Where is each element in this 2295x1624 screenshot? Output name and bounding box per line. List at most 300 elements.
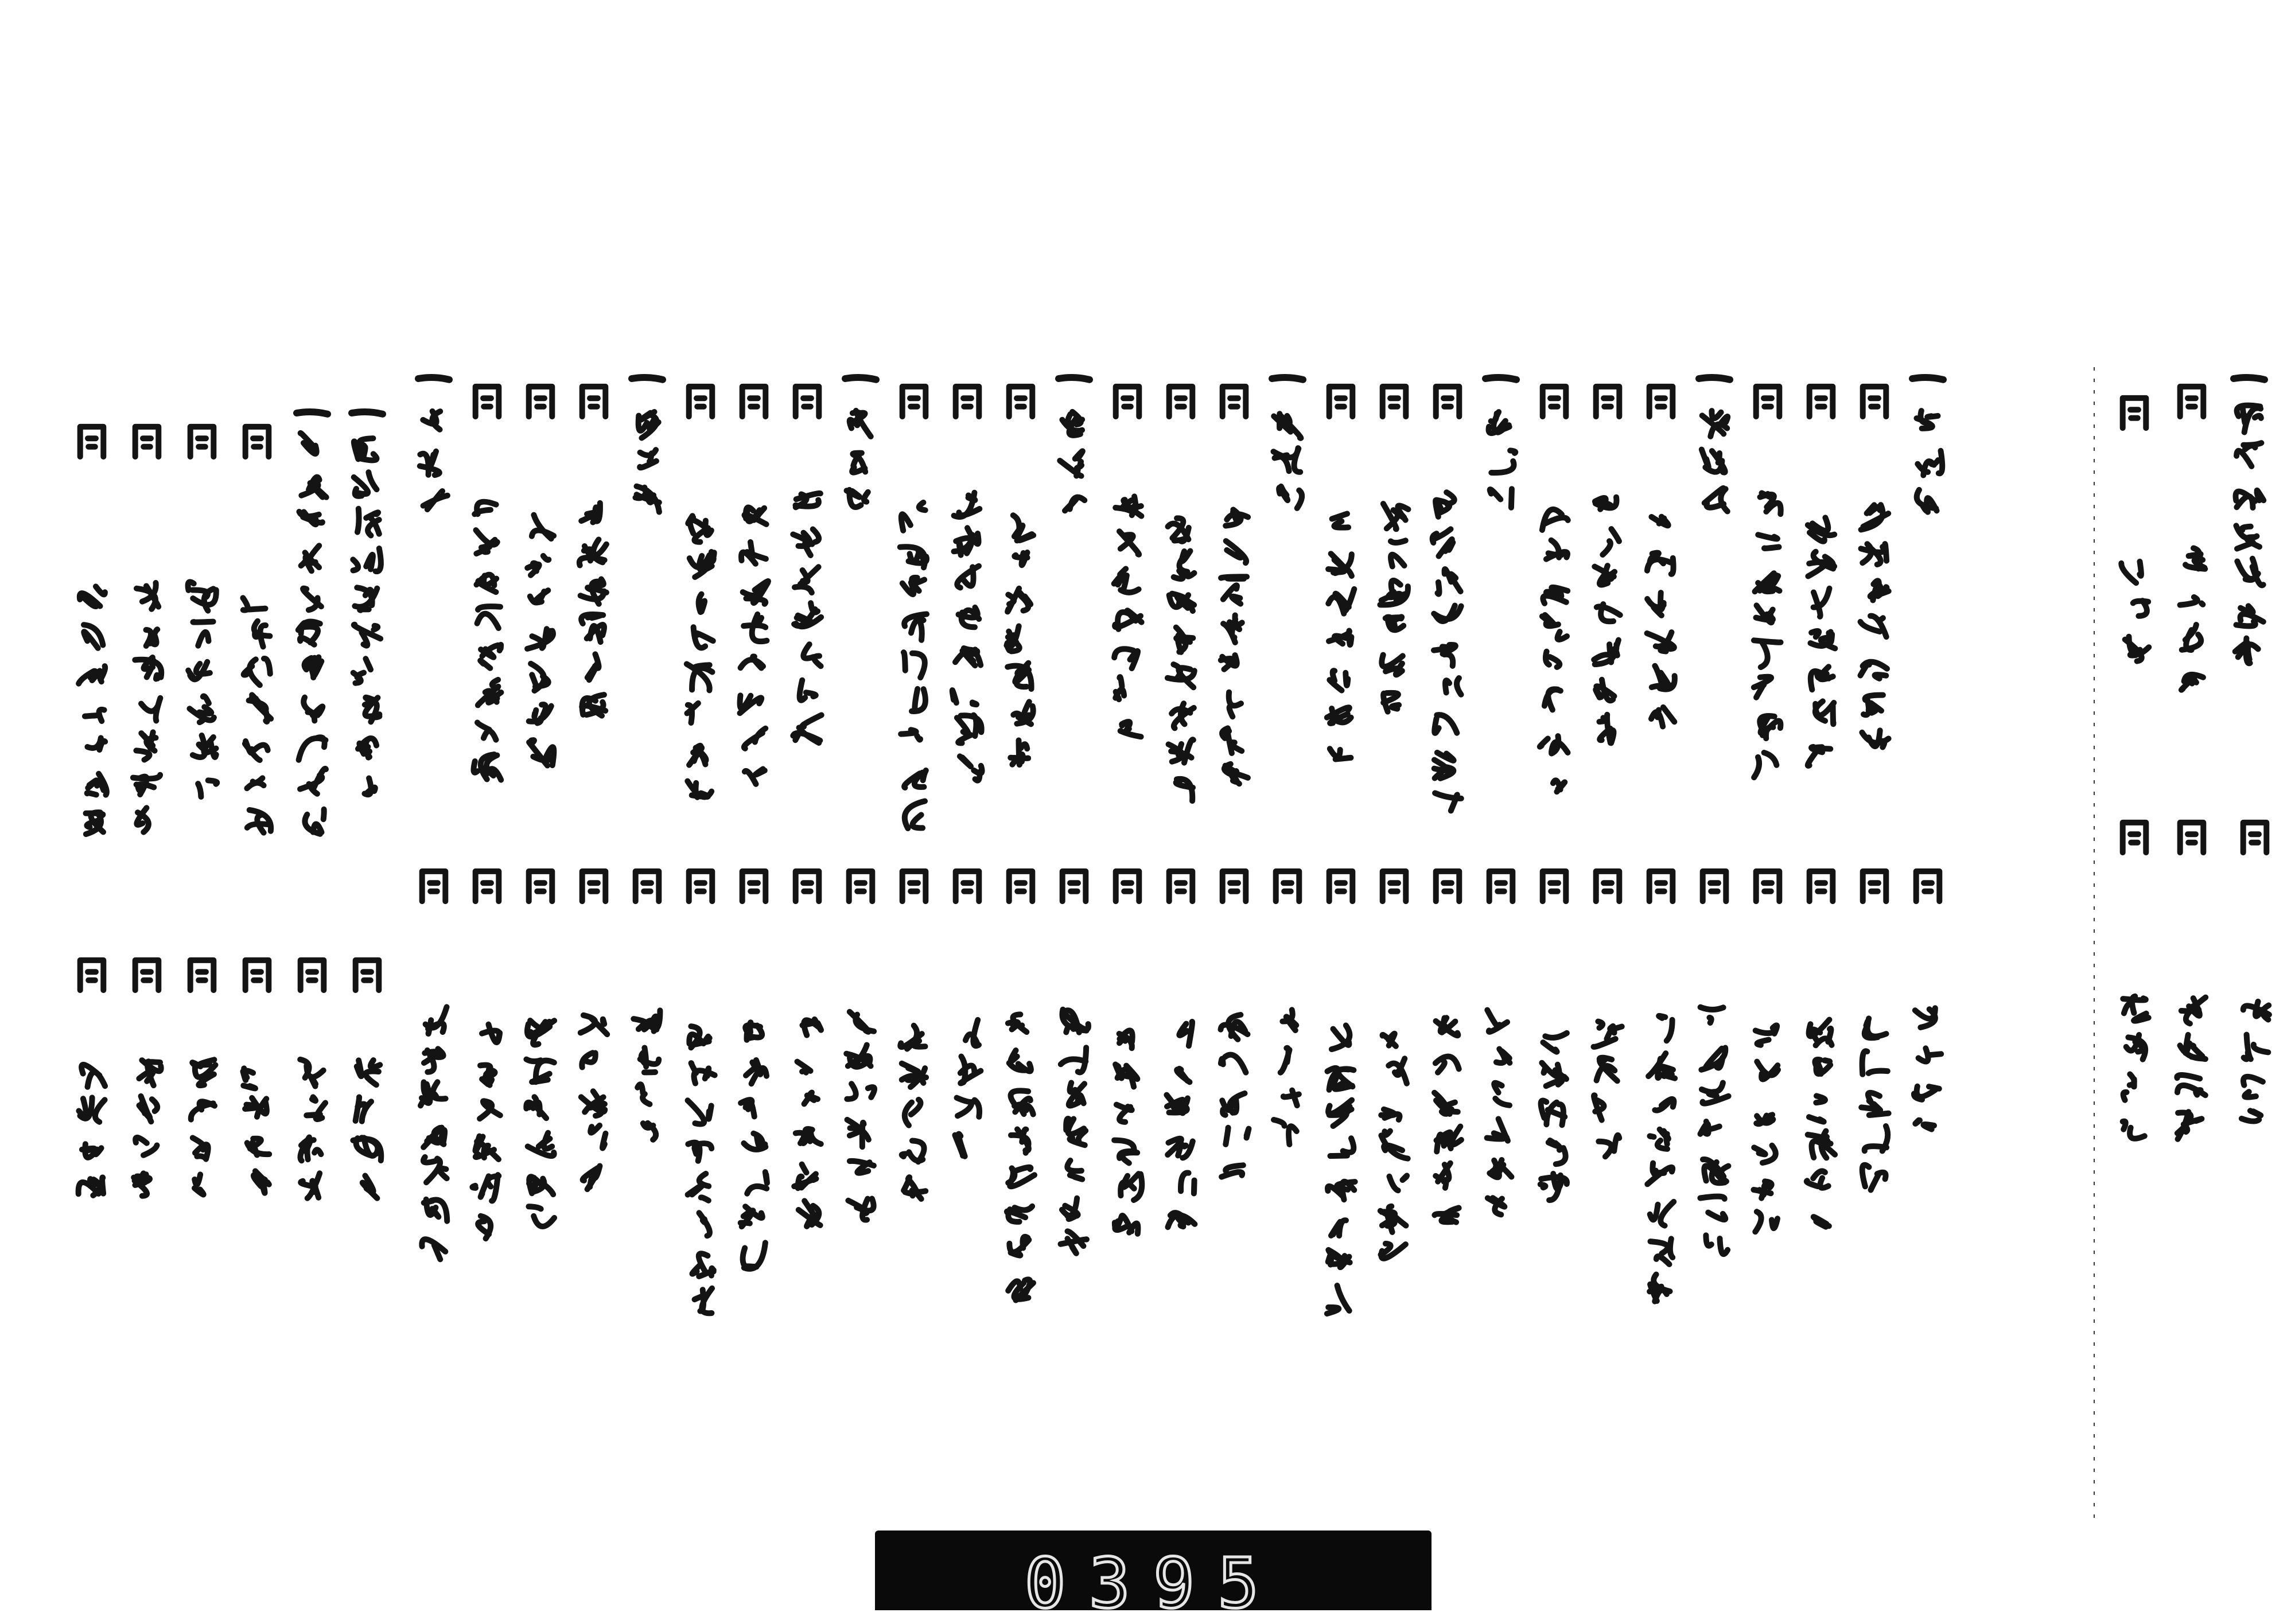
- cursive-glyph: [803, 1019, 821, 1035]
- cursive-glyph: [1229, 692, 1241, 717]
- repeat-mark: [903, 871, 926, 901]
- cursive-glyph: [531, 664, 549, 691]
- cursive-glyph: [1383, 693, 1399, 712]
- cursive-glyph: [904, 770, 926, 788]
- cursive-glyph: [1754, 677, 1771, 698]
- cursive-glyph: [247, 778, 263, 788]
- cursive-glyph: [1383, 504, 1409, 529]
- repeat-mark: [1596, 871, 1620, 901]
- cursive-glyph: [1381, 1131, 1407, 1159]
- cursive-glyph: [695, 1288, 712, 1313]
- cursive-glyph: [1168, 518, 1189, 542]
- cursive-glyph: [2180, 597, 2203, 605]
- cursive-glyph: [741, 1206, 763, 1226]
- cursive-glyph: [1391, 540, 1406, 566]
- cursive-glyph: [740, 695, 762, 713]
- cursive-glyph: [1864, 695, 1883, 715]
- cursive-glyph: [244, 659, 270, 685]
- cursive-glyph: [300, 1060, 324, 1086]
- cursive-glyph: [1543, 587, 1567, 603]
- cursive-glyph: [745, 1022, 762, 1040]
- cursive-glyph: [957, 715, 982, 743]
- cursive-glyph: [1282, 1010, 1296, 1030]
- repeat-mark: [1383, 871, 1406, 901]
- cursive-glyph: [305, 809, 324, 834]
- cursive-glyph: [1917, 411, 1938, 429]
- cursive-glyph: [952, 690, 977, 704]
- cursive-glyph: [526, 1060, 554, 1082]
- cursive-glyph: [689, 746, 706, 765]
- cursive-glyph: [633, 1010, 660, 1031]
- cursive-glyph: [2181, 998, 2205, 1024]
- repeat-mark: [529, 871, 553, 901]
- cursive-glyph: [422, 1239, 445, 1259]
- cursive-glyph: [1861, 505, 1889, 529]
- cursive-glyph: [1434, 715, 1457, 733]
- cursive-glyph: [137, 583, 158, 609]
- cursive-glyph: [1221, 655, 1237, 669]
- cursive-glyph: [86, 812, 104, 834]
- repeat-mark: [246, 427, 269, 457]
- cursive-glyph: [139, 1060, 161, 1085]
- cursive-glyph: [1914, 1086, 1939, 1100]
- repeat-mark: [135, 960, 159, 990]
- cursive-glyph: [1009, 1050, 1031, 1071]
- item-stroke: [632, 377, 663, 380]
- cursive-glyph: [304, 698, 322, 721]
- cursive-glyph: [640, 450, 656, 468]
- cursive-glyph: [303, 589, 321, 610]
- repeat-mark: [1916, 871, 1940, 901]
- cursive-glyph: [1434, 1208, 1458, 1222]
- cursive-glyph: [188, 582, 216, 611]
- item-stroke: [1699, 377, 1730, 380]
- cursive-glyph: [1600, 715, 1614, 743]
- cursive-glyph: [527, 1021, 554, 1045]
- item-stroke: [352, 412, 383, 414]
- cursive-glyph: [354, 472, 377, 496]
- cursive-glyph: [1651, 707, 1674, 727]
- cursive-glyph: [744, 1134, 765, 1150]
- cursive-glyph: [423, 1128, 445, 1147]
- cursive-glyph: [189, 696, 214, 723]
- cursive-glyph: [193, 735, 216, 757]
- cursive-glyph: [1861, 662, 1888, 679]
- cursive-glyph: [1541, 1101, 1565, 1125]
- cursive-glyph: [1489, 1160, 1511, 1177]
- cursive-glyph: [688, 1174, 709, 1201]
- cursive-glyph: [1221, 577, 1247, 603]
- repeat-mark: [356, 960, 379, 990]
- cursive-glyph: [527, 556, 549, 575]
- repeat-mark: [301, 960, 324, 990]
- cursive-glyph: [1010, 741, 1028, 765]
- cursive-glyph: [903, 578, 924, 594]
- cursive-glyph: [1650, 1130, 1668, 1149]
- cursive-glyph: [306, 1097, 325, 1119]
- cursive-glyph: [901, 730, 920, 739]
- cursive-glyph: [1650, 1202, 1674, 1226]
- repeat-mark: [2123, 823, 2146, 852]
- cursive-glyph: [1011, 1130, 1029, 1153]
- item-stroke: [418, 377, 449, 380]
- cursive-glyph: [1174, 551, 1195, 579]
- cursive-glyph: [478, 1216, 491, 1239]
- cursive-glyph: [1862, 1051, 1888, 1074]
- cursive-glyph: [1865, 1018, 1886, 1038]
- cursive-glyph: [529, 1177, 553, 1194]
- repeat-mark: [1489, 871, 1513, 901]
- cursive-glyph: [1542, 615, 1567, 640]
- repeat-mark: [1810, 871, 1833, 901]
- repeat-mark: [796, 871, 819, 901]
- cursive-glyph: [847, 490, 868, 507]
- cursive-glyph: [794, 603, 821, 626]
- cursive-glyph: [741, 656, 763, 668]
- cursive-glyph: [1382, 655, 1403, 675]
- item-stroke: [297, 412, 328, 414]
- cursive-glyph: [365, 778, 375, 795]
- repeat-mark: [1650, 387, 1673, 416]
- repeat-mark: [1009, 871, 1033, 901]
- cursive-glyph: [1177, 1069, 1189, 1082]
- cursive-glyph: [2123, 1121, 2145, 1139]
- cursive-glyph: [1756, 1025, 1777, 1045]
- repeat-mark: [2180, 823, 2204, 852]
- cursive-glyph: [1013, 515, 1033, 540]
- cursive-glyph: [354, 438, 377, 460]
- cursive-glyph: [1434, 645, 1456, 666]
- cursive-glyph: [636, 486, 659, 512]
- cursive-glyph: [1651, 1239, 1673, 1264]
- cursive-glyph: [1647, 1163, 1672, 1185]
- cursive-glyph: [590, 1125, 605, 1148]
- item-stroke: [1059, 377, 1090, 380]
- cursive-glyph: [1702, 411, 1728, 437]
- cursive-glyph: [743, 1243, 765, 1268]
- cursive-glyph: [1008, 589, 1030, 612]
- cursive-glyph: [1814, 1217, 1829, 1226]
- item-stroke: [1912, 377, 1943, 380]
- cursive-glyph: [1807, 1171, 1829, 1187]
- cursive-glyph: [1436, 1163, 1450, 1188]
- cursive-glyph: [1758, 535, 1779, 548]
- cursive-glyph: [1434, 606, 1461, 621]
- cursive-glyph: [1328, 589, 1354, 614]
- cursive-glyph: [1602, 529, 1619, 555]
- cursive-glyph: [1594, 640, 1619, 664]
- cursive-glyph: [1281, 1048, 1290, 1073]
- cursive-glyph: [1114, 649, 1138, 668]
- cursive-glyph: [2236, 443, 2261, 466]
- cursive-glyph: [532, 515, 554, 539]
- cursive-glyph: [87, 774, 107, 795]
- cursive-glyph: [1815, 701, 1834, 724]
- cursive-glyph: [1490, 489, 1512, 507]
- cursive-glyph: [301, 1173, 320, 1198]
- cursive-glyph: [424, 1199, 448, 1221]
- cursive-glyph: [959, 607, 979, 627]
- cursive-glyph: [1115, 496, 1141, 516]
- cursive-glyph: [2125, 637, 2149, 661]
- cursive-glyph: [476, 530, 497, 554]
- cursive-glyph: [687, 703, 698, 723]
- cursive-glyph: [423, 1157, 447, 1182]
- frame-number: 0395: [1024, 1544, 1282, 1624]
- cursive-glyph: [424, 1049, 444, 1072]
- cursive-glyph: [1181, 1173, 1195, 1194]
- cursive-glyph: [954, 493, 980, 517]
- cursive-glyph: [1329, 631, 1351, 645]
- cursive-glyph: [423, 491, 448, 509]
- cursive-glyph: [245, 741, 268, 760]
- cursive-glyph: [744, 614, 767, 641]
- repeat-mark: [476, 871, 499, 901]
- cursive-glyph: [527, 629, 553, 649]
- handwritten-marks: [79, 377, 2269, 1314]
- cursive-glyph: [1811, 667, 1833, 690]
- repeat-mark: [476, 387, 499, 416]
- cursive-glyph: [1491, 450, 1515, 473]
- cursive-glyph: [687, 664, 713, 691]
- repeat-mark: [849, 871, 873, 901]
- cursive-glyph: [1274, 414, 1301, 438]
- repeat-mark: [80, 427, 104, 457]
- cursive-glyph: [699, 594, 705, 612]
- cursive-glyph: [298, 622, 320, 645]
- cursive-glyph: [1542, 509, 1568, 530]
- cursive-glyph: [847, 1120, 869, 1147]
- cursive-glyph: [850, 1012, 874, 1032]
- cursive-glyph: [420, 451, 439, 475]
- cursive-glyph: [1114, 568, 1139, 592]
- repeat-mark: [135, 427, 159, 457]
- cursive-glyph: [1121, 1174, 1142, 1200]
- cursive-glyph: [1814, 589, 1830, 617]
- cursive-glyph: [1702, 450, 1725, 473]
- cursive-glyph: [1754, 1146, 1776, 1163]
- cursive-glyph: [2185, 548, 2205, 569]
- item-stroke: [1485, 377, 1516, 380]
- cursive-glyph: [79, 666, 105, 684]
- cursive-glyph: [2177, 1112, 2201, 1139]
- repeat-mark: [80, 960, 104, 990]
- cursive-glyph: [804, 1093, 818, 1104]
- cursive-glyph: [581, 579, 606, 604]
- cursive-glyph: [847, 1084, 874, 1099]
- item-stroke: [845, 377, 876, 380]
- cursive-glyph: [1062, 412, 1082, 435]
- repeat-mark: [2243, 823, 2267, 852]
- cursive-glyph: [353, 659, 371, 683]
- cursive-glyph: [1380, 1206, 1406, 1232]
- repeat-mark: [1383, 387, 1406, 416]
- cursive-glyph: [688, 516, 711, 542]
- cursive-glyph: [1549, 1140, 1566, 1164]
- cursive-glyph: [528, 1133, 554, 1156]
- repeat-mark: [742, 387, 766, 416]
- cursive-glyph: [247, 810, 271, 833]
- cursive-glyph: [1488, 1198, 1505, 1214]
- cursive-glyph: [1388, 1058, 1407, 1083]
- cursive-glyph: [1168, 1139, 1193, 1158]
- cursive-glyph: [1328, 1100, 1352, 1126]
- cursive-glyph: [1754, 640, 1781, 667]
- cursive-glyph: [254, 621, 270, 647]
- cursive-glyph: [741, 542, 766, 564]
- cursive-glyph: [192, 1060, 215, 1085]
- cursive-glyph: [1279, 486, 1302, 508]
- repeat-mark: [956, 387, 979, 416]
- cursive-glyph: [1169, 739, 1193, 762]
- cursive-glyph: [1915, 1008, 1935, 1027]
- cursive-glyph: [1596, 680, 1614, 701]
- cursive-glyph: [1553, 780, 1565, 792]
- cursive-glyph: [2236, 490, 2264, 508]
- repeat-mark: [1116, 387, 1139, 416]
- cursive-glyph: [1330, 749, 1351, 759]
- cursive-glyph: [1438, 569, 1461, 594]
- cursive-glyph: [582, 1053, 595, 1067]
- cursive-glyph: [1062, 1010, 1088, 1033]
- cursive-glyph: [1595, 497, 1617, 509]
- cursive-glyph: [747, 1172, 767, 1194]
- cursive-glyph: [1487, 1010, 1507, 1032]
- cursive-glyph: [693, 1253, 714, 1276]
- cursive-glyph: [1328, 1250, 1350, 1267]
- cursive-glyph: [1754, 753, 1776, 777]
- cursive-glyph: [1331, 1220, 1346, 1236]
- cursive-glyph: [193, 622, 213, 646]
- cursive-glyph: [1862, 730, 1888, 747]
- cursive-glyph: [1008, 1014, 1026, 1032]
- cursive-glyph: [1652, 666, 1675, 690]
- cursive-glyph: [79, 1178, 104, 1195]
- cursive-glyph: [1014, 552, 1027, 565]
- cursive-glyph: [193, 1138, 208, 1159]
- cursive-glyph: [1541, 1174, 1567, 1200]
- cursive-glyph: [133, 775, 160, 795]
- cursive-glyph: [421, 1082, 446, 1105]
- repeat-mark: [1543, 387, 1566, 416]
- cursive-glyph: [900, 547, 927, 567]
- repeat-mark: [1543, 871, 1566, 901]
- cursive-glyph: [583, 1166, 600, 1190]
- cursive-glyph: [476, 1136, 499, 1159]
- cursive-glyph: [355, 587, 377, 610]
- cursive-glyph: [1176, 628, 1193, 652]
- cursive-glyph: [688, 1143, 711, 1161]
- repeat-mark: [422, 871, 446, 901]
- cursive-glyph: [137, 808, 149, 832]
- cursive-glyph: [1437, 1127, 1461, 1152]
- cursive-glyph: [796, 1129, 821, 1144]
- repeat-mark: [1223, 387, 1246, 416]
- repeat-mark: [796, 387, 819, 416]
- cursive-glyph: [793, 715, 821, 743]
- cursive-glyph: [1390, 1175, 1407, 1190]
- cursive-glyph: [850, 1161, 874, 1173]
- cursive-glyph: [1062, 1198, 1078, 1219]
- cursive-glyph: [1327, 707, 1351, 723]
- cursive-glyph: [1809, 1096, 1825, 1121]
- cursive-glyph: [529, 704, 551, 723]
- repeat-mark: [190, 427, 214, 457]
- cursive-glyph: [1066, 1119, 1086, 1145]
- cursive-glyph: [526, 1097, 546, 1118]
- cursive-glyph: [300, 769, 326, 794]
- cursive-glyph: [1069, 1083, 1084, 1106]
- cursive-glyph: [357, 1060, 380, 1085]
- cursive-glyph: [247, 1139, 270, 1155]
- cursive-glyph: [473, 754, 501, 780]
- cursive-glyph: [1546, 540, 1567, 559]
- repeat-mark: [190, 960, 214, 990]
- cursive-glyph: [1811, 631, 1835, 648]
- repeat-mark: [1810, 387, 1833, 416]
- cursive-glyph: [1915, 1120, 1934, 1130]
- cursive-glyph: [243, 598, 266, 610]
- cursive-glyph: [363, 1176, 378, 1198]
- cursive-glyph: [1433, 529, 1453, 556]
- cursive-glyph: [2177, 1075, 2205, 1095]
- cursive-glyph: [1809, 1020, 1832, 1046]
- repeat-mark: [246, 960, 269, 990]
- cursive-glyph: [1329, 671, 1348, 690]
- repeat-mark: [1756, 387, 1780, 416]
- cursive-glyph: [1221, 1015, 1248, 1039]
- cursive-glyph: [581, 614, 604, 642]
- cursive-glyph: [2126, 1035, 2145, 1060]
- cursive-glyph: [694, 627, 713, 648]
- cursive-glyph: [1332, 514, 1349, 528]
- cursive-glyph: [743, 581, 768, 604]
- cursive-glyph: [1114, 1140, 1137, 1163]
- cursive-glyph: [301, 433, 317, 454]
- cursive-glyph: [1222, 728, 1242, 753]
- cursive-glyph: [689, 1026, 709, 1047]
- repeat-mark: [1863, 871, 1886, 901]
- cursive-glyph: [1546, 652, 1559, 667]
- cursive-glyph: [588, 654, 599, 680]
- cursive-glyph: [1760, 493, 1781, 515]
- cursive-glyph: [1861, 544, 1887, 564]
- cursive-glyph: [1647, 632, 1674, 651]
- cursive-glyph: [846, 1045, 870, 1067]
- cursive-glyph: [529, 740, 554, 765]
- cursive-glyph: [134, 1173, 150, 1195]
- cursive-glyph: [1274, 1120, 1297, 1144]
- cursive-glyph: [902, 1141, 924, 1162]
- cursive-glyph: [305, 657, 322, 677]
- cursive-glyph: [1381, 1244, 1406, 1259]
- cursive-glyph: [301, 477, 326, 497]
- cursive-glyph: [1115, 610, 1141, 629]
- repeat-mark: [1276, 871, 1300, 901]
- cursive-glyph: [905, 801, 925, 829]
- cursive-glyph: [848, 1199, 873, 1220]
- cursive-glyph: [80, 586, 105, 606]
- cursive-glyph: [1176, 779, 1193, 801]
- cursive-glyph: [1434, 1093, 1458, 1114]
- cursive-glyph: [1598, 1135, 1619, 1156]
- cursive-glyph: [639, 412, 659, 438]
- repeat-mark: [1756, 871, 1780, 901]
- cursive-glyph: [1808, 747, 1831, 766]
- cursive-glyph: [1597, 1058, 1617, 1081]
- item-stroke: [2234, 377, 2265, 380]
- cursive-glyph: [1386, 617, 1404, 630]
